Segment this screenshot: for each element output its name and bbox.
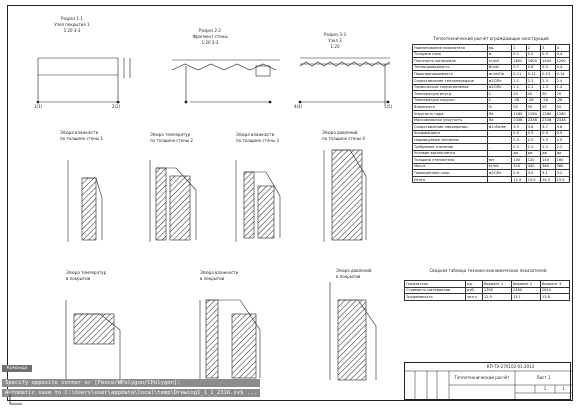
table-row xyxy=(413,117,570,124)
table-cell: 1800 xyxy=(512,58,526,65)
axis-label-4: 4(4) xyxy=(294,104,303,109)
table-cell: 360 xyxy=(541,163,555,170)
table-cell: м2С/Вт xyxy=(487,77,512,84)
table-cell: - xyxy=(487,150,512,157)
table-row xyxy=(413,58,570,65)
table-cell: Вариант 1 xyxy=(482,281,511,288)
table-cell: 0.1 xyxy=(512,51,526,58)
table-cell: кг/м2 xyxy=(487,163,512,170)
table-cell: мг/мчПа xyxy=(487,71,512,78)
section1-title: Разрез 1-1 xyxy=(61,16,83,21)
table-row xyxy=(413,137,570,144)
table-cell: Наименование показателя xyxy=(413,45,488,52)
table-cell: 0.9 xyxy=(541,130,555,137)
table-cell: руб. xyxy=(466,287,483,294)
command-line-tab[interactable]: Команда xyxy=(2,365,32,372)
table-cell: % xyxy=(487,104,512,111)
table-cell: 0.4 xyxy=(555,51,569,58)
axis-label-5: 5(5) xyxy=(384,104,393,109)
table-cell: Теплопроводность xyxy=(413,64,488,71)
ucs-icon xyxy=(8,392,28,412)
table-cell: 340 xyxy=(526,163,540,170)
table-cell: 0.9 xyxy=(555,130,569,137)
table-row xyxy=(405,287,570,294)
table-cell: С xyxy=(487,97,512,104)
table-cell: 120 xyxy=(526,157,540,164)
table-cell: Масса xyxy=(413,163,488,170)
diagram1-subtitle: по толщине стены 1 xyxy=(60,136,103,141)
table-cell: 1.2 xyxy=(526,84,540,91)
table-cell: 2.2 xyxy=(526,143,540,150)
stamp-sheets-total: 1 xyxy=(562,386,565,391)
table-cell: 12.5 xyxy=(512,176,526,183)
table-row xyxy=(413,130,570,137)
table-cell: 0.13 xyxy=(541,71,555,78)
table-cell: Условие выполняется xyxy=(413,150,488,157)
table-cell: 2 xyxy=(526,45,540,52)
table-cell: 20 xyxy=(541,91,555,98)
table-cell: 2338 xyxy=(526,117,540,124)
table-cell: м2С/Вт xyxy=(487,84,512,91)
table-cell: 0.2 xyxy=(526,51,540,58)
table-cell: Па xyxy=(487,117,512,124)
table-cell: 380 xyxy=(555,163,569,170)
table-row xyxy=(413,163,570,170)
table-cell: 2.5 xyxy=(526,137,540,144)
table-cell: 3.5 xyxy=(512,124,526,131)
table-cell: Паропроницаемость xyxy=(413,71,488,78)
table-cell: 1280 xyxy=(541,110,555,117)
table-row xyxy=(413,104,570,111)
diagram2-subtitle: по толщине стены 2 xyxy=(150,138,193,143)
table-cell: -28 xyxy=(541,97,555,104)
table-cell: 0.7 xyxy=(512,64,526,71)
table-cell: да xyxy=(512,150,526,157)
table-cell: 13.1 xyxy=(511,294,540,301)
diagram2-title: Эпюра температур xyxy=(150,132,191,137)
diagram7-title: Эпюра давлений xyxy=(336,268,372,273)
command-history-line-2: Automatic save to C:\Users\user\appdata\local\temp\Drawing1_1_1_2316.sv$ ... xyxy=(2,389,260,397)
table-cell: 3.8 xyxy=(555,124,569,131)
table-row xyxy=(413,110,570,117)
table-cell: 3.7 xyxy=(541,124,555,131)
table-cell: 0.9 xyxy=(526,130,540,137)
table-row xyxy=(413,157,570,164)
table-cell: Толщина слоя xyxy=(413,51,488,58)
table-cell: ед. xyxy=(466,281,483,288)
table-cell: 1.1 xyxy=(512,84,526,91)
table-cell: С xyxy=(487,91,512,98)
table-cell: 55 xyxy=(555,104,569,111)
table-cell: 55 xyxy=(526,104,540,111)
table-cell: Стоимость материалов xyxy=(405,287,466,294)
table-cell: 15.5 xyxy=(555,176,569,183)
table-cell: Сопротивление теплопередаче xyxy=(413,77,488,84)
table-cell: Па xyxy=(487,110,512,117)
table-cell: 0.11 xyxy=(512,71,526,78)
table-cell: 55 xyxy=(512,104,526,111)
table-cell: Влажность xyxy=(413,104,488,111)
table-cell: Вариант 3 xyxy=(540,281,569,288)
table-cell: 2.2 xyxy=(541,143,555,150)
summary-table-title: Сводная таблица технико-экономических показателей xyxy=(429,268,547,273)
table-cell: 0.12 xyxy=(526,71,540,78)
table-cell: кг/м3 xyxy=(487,58,512,65)
table-cell: 0.3 xyxy=(541,51,555,58)
table-cell: 4 xyxy=(555,45,569,52)
summary-table xyxy=(404,280,570,301)
table-cell: Коэффициент xyxy=(413,130,488,137)
table-cell: Сопротивление паропрониц. xyxy=(413,124,488,131)
table-cell: 2.2 xyxy=(512,143,526,150)
table-cell: 140 xyxy=(541,157,555,164)
table-cell: 2.5 xyxy=(512,137,526,144)
table-cell: Итого xyxy=(413,176,488,183)
table-cell: Вариант 2 xyxy=(511,281,540,288)
table-cell: 0.4 xyxy=(555,64,569,71)
table-cell: - xyxy=(487,176,512,183)
table-cell: 20 xyxy=(526,91,540,98)
table-cell: 1280 xyxy=(512,110,526,117)
section2-caption: Фрагмент стены xyxy=(192,34,228,39)
diagram4-title: Эпюра давлений xyxy=(322,130,358,135)
stamp-code: КП-ТЭ-270102-01-2013 xyxy=(486,364,535,369)
table-cell: 55 xyxy=(541,104,555,111)
table-cell: -28 xyxy=(512,97,526,104)
table-cell: Показатель xyxy=(405,281,466,288)
main-table xyxy=(412,44,570,183)
table-cell: 1280 xyxy=(555,110,569,117)
table-row xyxy=(413,45,570,52)
diagram5-subtitle: в покрытии xyxy=(66,276,91,281)
table-cell: 2338 xyxy=(555,117,569,124)
table-cell: да xyxy=(541,150,555,157)
table-cell: 3.6 xyxy=(526,124,540,131)
table-cell: -28 xyxy=(555,97,569,104)
section3-scale: 1:20 xyxy=(330,44,340,49)
table-cell: 1600 xyxy=(526,58,540,65)
table-cell: 1.3 xyxy=(541,84,555,91)
stamp-name: Теплотехнический расчёт xyxy=(454,375,510,380)
table-cell: 2.2 xyxy=(526,77,540,84)
table-cell: 1200 xyxy=(555,58,569,65)
table-cell: м2С/Вт xyxy=(487,170,512,177)
table-cell: 2480 xyxy=(511,287,540,294)
table-cell: 100 xyxy=(512,157,526,164)
table-cell: 3.1 xyxy=(541,170,555,177)
table-cell: мм xyxy=(487,157,512,164)
table-cell: да xyxy=(555,150,569,157)
table-cell: 0.5 xyxy=(541,64,555,71)
table-row xyxy=(413,170,570,177)
table-cell: да xyxy=(526,150,540,157)
table-cell: 2.4 xyxy=(555,77,569,84)
table-row xyxy=(413,71,570,78)
table-cell: 0.6 xyxy=(526,64,540,71)
section1-caption: Узел покрытия 1 xyxy=(54,22,90,27)
table-cell: Трудоёмкость xyxy=(405,294,466,301)
table-cell: Требуемое значение xyxy=(413,143,488,150)
table-cell: Нормируемое значение xyxy=(413,137,488,144)
table-cell: 1.4 xyxy=(555,84,569,91)
table-cell: 1 xyxy=(512,45,526,52)
table-cell: 13.5 xyxy=(526,176,540,183)
title-block xyxy=(404,362,571,400)
table-row xyxy=(413,51,570,58)
table-cell: Приведённое сопр. xyxy=(413,170,488,177)
table-row xyxy=(413,84,570,91)
table-cell: 13.8 xyxy=(540,294,569,301)
table-cell: 2350 xyxy=(482,287,511,294)
table-cell: Температура внутр. xyxy=(413,91,488,98)
command-history-line-1: Specify opposite corner or [Fence/WPolygon/CPolygon]: xyxy=(2,379,260,387)
diagram5-title: Эпюра температур xyxy=(66,270,107,275)
table-cell: 12.5 xyxy=(482,294,511,301)
table-cell: Максимальная упругость xyxy=(413,117,488,124)
table-row xyxy=(413,124,570,131)
table-cell: 3.0 xyxy=(526,170,540,177)
diagram1-title: Эпюра влажности xyxy=(60,130,99,135)
table-row xyxy=(405,281,570,288)
diagram6-title: Эпюра влажности xyxy=(200,270,239,275)
table-cell: - xyxy=(487,143,512,150)
diagram3-title: Эпюра влажности xyxy=(236,132,275,137)
table-cell: м xyxy=(487,51,512,58)
section3-title: Разрез 3-3 xyxy=(324,32,346,37)
diagram4-subtitle: по толщине стены 4 xyxy=(322,136,365,141)
table-row xyxy=(405,294,570,301)
main-table-title: Теплотехнический расчёт ограждающих конструкций xyxy=(433,36,549,41)
table-cell: 0.9 xyxy=(512,130,526,137)
table-row xyxy=(413,77,570,84)
section3-caption: Узел 3 xyxy=(328,38,342,43)
table-cell: - xyxy=(487,137,512,144)
table-cell: 0.14 xyxy=(555,71,569,78)
axis-label-2: 2(2) xyxy=(112,104,121,109)
diagram3-subtitle: по толщине стены 3 xyxy=(236,138,279,143)
diagram7-subtitle: в покрытии xyxy=(336,274,361,279)
table-cell: 2.1 xyxy=(512,77,526,84)
diagram6-subtitle: в покрытии xyxy=(200,276,225,281)
table-cell: Вт/мС xyxy=(487,64,512,71)
table-cell: 20 xyxy=(512,91,526,98)
table-cell: 1400 xyxy=(541,58,555,65)
axis-label-1: 1(1) xyxy=(34,104,43,109)
table-cell: 2.3 xyxy=(541,77,555,84)
table-cell: ед. xyxy=(487,45,512,52)
table-row xyxy=(413,97,570,104)
table-cell: 2.5 xyxy=(555,137,569,144)
table-cell: Плотность материала xyxy=(413,58,488,65)
table-cell: 160 xyxy=(555,157,569,164)
table-cell: 2.9 xyxy=(512,170,526,177)
table-cell: 2610 xyxy=(540,287,569,294)
table-cell: 2338 xyxy=(541,117,555,124)
table-cell: -28 xyxy=(526,97,540,104)
section1-scale: 1:20 3-3 xyxy=(63,28,81,33)
table-cell: 1280 xyxy=(526,110,540,117)
table-cell: 2.5 xyxy=(541,137,555,144)
table-row xyxy=(413,143,570,150)
table-cell: чел-ч xyxy=(466,294,483,301)
table-row xyxy=(413,64,570,71)
table-cell: 2.2 xyxy=(555,143,569,150)
table-cell: Упругость пара xyxy=(413,110,488,117)
table-row xyxy=(413,91,570,98)
table-cell: м2чПа/мг xyxy=(487,124,512,131)
table-cell: 3 xyxy=(541,45,555,52)
stamp-sheet-label: Лист 1 xyxy=(536,375,551,380)
table-cell: - xyxy=(487,130,512,137)
table-cell: Толщина утеплителя xyxy=(413,157,488,164)
table-row xyxy=(413,176,570,183)
table-cell: 20 xyxy=(555,91,569,98)
table-cell: Температура наружн. xyxy=(413,97,488,104)
table-cell: 2338 xyxy=(512,117,526,124)
table-cell: 14.5 xyxy=(541,176,555,183)
table-cell: Термическое сопротивление xyxy=(413,84,488,91)
stamp-sheet-number: 1 xyxy=(543,386,547,391)
table-cell: 320 xyxy=(512,163,526,170)
section2-scale: 1:20 3-3 xyxy=(201,40,219,45)
table-row xyxy=(413,150,570,157)
table-cell: 3.2 xyxy=(555,170,569,177)
section2-title: Разрез 2-2 xyxy=(199,28,221,33)
